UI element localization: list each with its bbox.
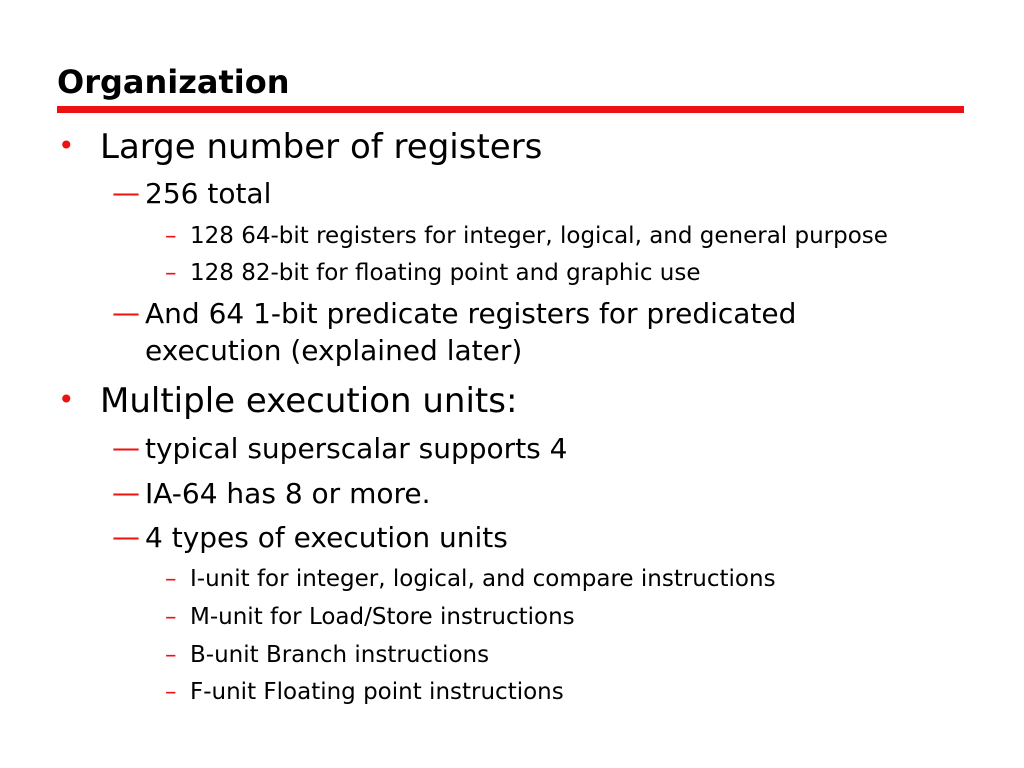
en-dash-icon: – xyxy=(165,679,177,705)
en-dash-icon: – xyxy=(165,223,177,249)
subbullet-text: typical superscalar supports 4 xyxy=(145,432,568,465)
subsubbullet-text: I-unit for integer, logical, and compare instructions xyxy=(190,566,776,592)
em-dash-icon: — xyxy=(112,296,140,329)
subsubbullet-text: F-unit Floating point instructions xyxy=(190,679,564,705)
subsubbullet-text: B-unit Branch instructions xyxy=(190,642,490,668)
subbullet-predicate-registers-continuation xyxy=(145,333,522,369)
en-dash-icon: – xyxy=(165,260,177,286)
round-bullet-icon: • xyxy=(58,383,75,416)
subsubbullet-text: 128 64-bit registers for integer, logical, and general purpose xyxy=(190,223,888,249)
subbullet-text-line2: execution (explained later) xyxy=(145,334,523,367)
subbullet-ia64-has-8 xyxy=(112,476,431,512)
subsubbullet-f-unit xyxy=(165,677,564,707)
em-dash-icon: — xyxy=(112,176,140,209)
bullet-large-number-of-registers xyxy=(58,127,543,167)
em-dash-icon: — xyxy=(112,476,140,509)
subsubbullet-text: 128 82-bit for floating point and graphic use xyxy=(190,260,701,286)
subsubbullet-m-unit xyxy=(165,602,575,632)
subbullet-typical-superscalar xyxy=(112,431,568,467)
subbullet-256-total xyxy=(112,176,272,212)
subbullet-text: 4 types of execution units xyxy=(145,521,508,554)
subsubbullet-i-unit xyxy=(165,564,776,594)
bullet-text: Large number of registers xyxy=(100,127,543,167)
en-dash-icon: – xyxy=(165,642,177,668)
subsubbullet-128-82-bit xyxy=(165,258,701,288)
bullet-text: Multiple execution units: xyxy=(100,381,518,421)
en-dash-icon: – xyxy=(165,604,177,630)
slide-title: Organization xyxy=(57,63,290,101)
subbullet-text-line1: And 64 1-bit predicate registers for predicated xyxy=(145,297,797,330)
subsubbullet-128-64-bit xyxy=(165,221,888,251)
subbullet-text: 256 total xyxy=(145,177,272,210)
bullet-multiple-execution-units xyxy=(58,381,518,421)
round-bullet-icon: • xyxy=(58,129,75,162)
subbullet-text: IA-64 has 8 or more. xyxy=(145,477,431,510)
subsubbullet-text: M-unit for Load/Store instructions xyxy=(190,604,575,630)
em-dash-icon: — xyxy=(112,431,140,464)
en-dash-icon: – xyxy=(165,566,177,592)
subbullet-4-types xyxy=(112,520,508,556)
em-dash-icon: — xyxy=(112,520,140,553)
subbullet-predicate-registers xyxy=(112,296,797,332)
subsubbullet-b-unit xyxy=(165,640,490,670)
